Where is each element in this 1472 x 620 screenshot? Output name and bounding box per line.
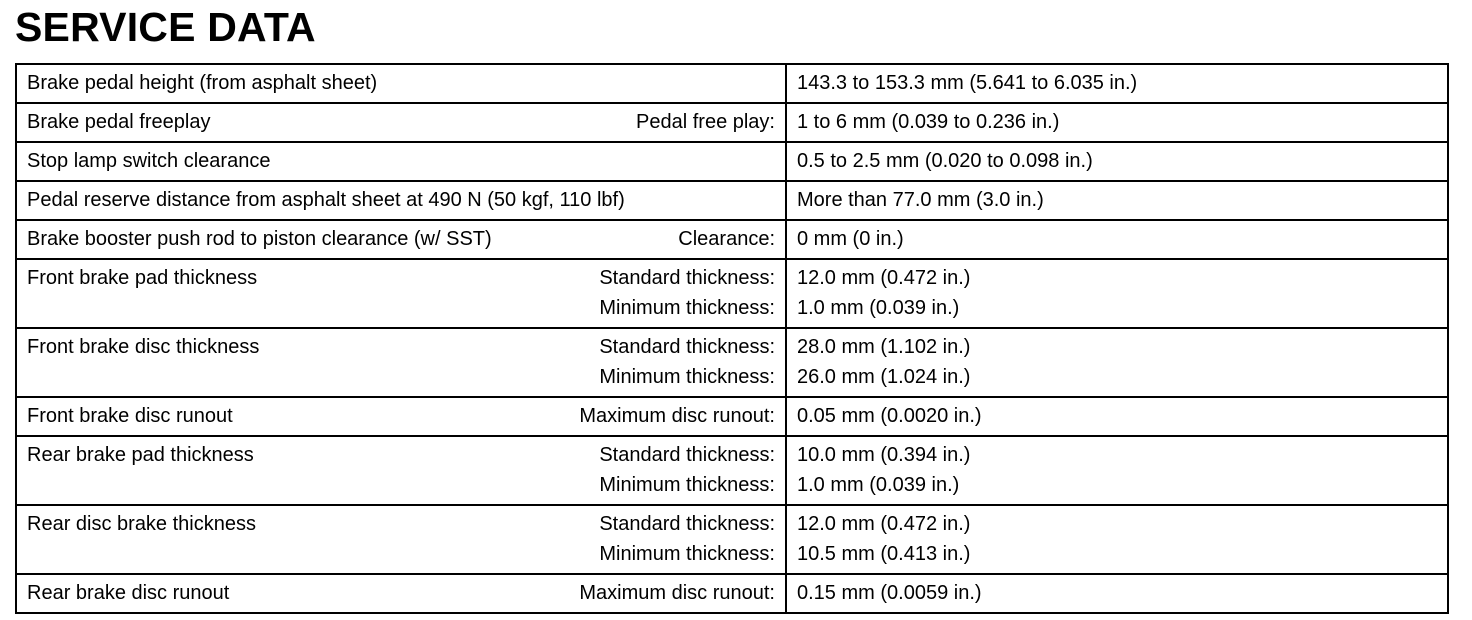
page-title: SERVICE DATA [15, 4, 316, 50]
service-data-table [15, 63, 1449, 614]
spec-value: 10.5 mm (0.413 in.) [797, 543, 971, 565]
item-cell-content [17, 143, 785, 180]
item-cell [16, 181, 786, 220]
value-cell-content [787, 329, 1447, 396]
item-cell-content [17, 182, 785, 219]
value-cell-content [787, 260, 1447, 327]
spec-value: 0.5 to 2.5 mm (0.020 to 0.098 in.) [797, 150, 1093, 172]
item-cell-content [17, 437, 785, 504]
sub-label: Standard thickness: [599, 444, 775, 466]
sub-label: Standard thickness: [599, 513, 775, 535]
item-cell-content [17, 65, 785, 102]
sub-label: Clearance: [678, 228, 775, 250]
item-cell [16, 397, 786, 436]
item-cell [16, 505, 786, 574]
spec-value: 0.05 mm (0.0020 in.) [797, 405, 982, 427]
value-cell [786, 574, 1448, 613]
sub-labels [666, 224, 775, 254]
item-cell-content [17, 221, 785, 258]
item-cell [16, 436, 786, 505]
item-cell-content [17, 104, 785, 141]
table-row [16, 574, 1448, 613]
sub-labels [624, 107, 775, 137]
spec-value: 0.15 mm (0.0059 in.) [797, 582, 982, 604]
item-cell-content [17, 329, 785, 396]
sub-label: Maximum disc runout: [579, 405, 775, 427]
item-cell-content [17, 260, 785, 327]
sub-label: Standard thickness: [599, 336, 775, 358]
table-row [16, 505, 1448, 574]
value-cell-content [787, 575, 1447, 612]
sub-labels [587, 263, 775, 323]
value-cell [786, 259, 1448, 328]
item-name: Brake booster push rod to piston clearance (w/ SST) [27, 228, 492, 250]
table-row [16, 328, 1448, 397]
spec-value: More than 77.0 mm (3.0 in.) [797, 189, 1044, 211]
value-cell-content [787, 398, 1447, 435]
value-cell [786, 436, 1448, 505]
table-row [16, 181, 1448, 220]
item-cell [16, 142, 786, 181]
sub-label: Minimum thickness: [599, 474, 775, 496]
table-row [16, 220, 1448, 259]
value-cell-content [787, 65, 1447, 102]
sub-labels [567, 578, 775, 608]
item-name: Rear brake pad thickness [27, 444, 254, 466]
item-name: Rear brake disc runout [27, 582, 230, 604]
spec-value: 0 mm (0 in.) [797, 228, 904, 250]
item-name: Stop lamp switch clearance [27, 150, 271, 172]
sub-label: Maximum disc runout: [579, 582, 775, 604]
spec-value: 28.0 mm (1.102 in.) [797, 336, 971, 358]
item-name: Front brake disc runout [27, 405, 233, 427]
table-row [16, 436, 1448, 505]
item-name: Brake pedal freeplay [27, 111, 211, 133]
spec-value: 1 to 6 mm (0.039 to 0.236 in.) [797, 111, 1060, 133]
spec-value: 1.0 mm (0.039 in.) [797, 297, 960, 319]
spec-value: 12.0 mm (0.472 in.) [797, 513, 971, 535]
item-name: Brake pedal height (from asphalt sheet) [27, 72, 378, 94]
spec-value: 143.3 to 153.3 mm (5.641 to 6.035 in.) [797, 72, 1138, 94]
item-cell [16, 574, 786, 613]
value-cell [786, 505, 1448, 574]
sub-label: Standard thickness: [599, 267, 775, 289]
sub-label: Minimum thickness: [599, 297, 775, 319]
item-name: Rear disc brake thickness [27, 513, 256, 535]
item-name: Pedal reserve distance from asphalt sheet at 490 N (50 kgf, 110 lbf) [27, 189, 625, 211]
spec-value: 1.0 mm (0.039 in.) [797, 474, 960, 496]
value-cell [786, 142, 1448, 181]
value-cell-content [787, 437, 1447, 504]
value-cell [786, 181, 1448, 220]
spec-value: 10.0 mm (0.394 in.) [797, 444, 971, 466]
value-cell-content [787, 506, 1447, 573]
value-cell-content [787, 221, 1447, 258]
value-cell [786, 328, 1448, 397]
sub-label: Minimum thickness: [599, 366, 775, 388]
sub-label: Pedal free play: [636, 111, 775, 133]
value-cell [786, 397, 1448, 436]
sub-labels [567, 401, 775, 431]
table-row [16, 64, 1448, 103]
item-cell-content [17, 398, 785, 435]
value-cell-content [787, 182, 1447, 219]
table-row [16, 397, 1448, 436]
item-cell-content [17, 575, 785, 612]
item-cell [16, 259, 786, 328]
item-cell [16, 64, 786, 103]
item-cell-content [17, 506, 785, 573]
sub-labels [587, 440, 775, 500]
table-row [16, 259, 1448, 328]
spec-value: 26.0 mm (1.024 in.) [797, 366, 971, 388]
value-cell [786, 103, 1448, 142]
sub-label: Minimum thickness: [599, 543, 775, 565]
item-cell [16, 328, 786, 397]
table-row [16, 142, 1448, 181]
value-cell [786, 64, 1448, 103]
item-cell [16, 220, 786, 259]
sub-labels [587, 332, 775, 392]
value-cell-content [787, 143, 1447, 180]
item-name: Front brake disc thickness [27, 336, 260, 358]
service-data-table-body [16, 64, 1448, 613]
value-cell [786, 220, 1448, 259]
table-row [16, 103, 1448, 142]
item-name: Front brake pad thickness [27, 267, 258, 289]
value-cell-content [787, 104, 1447, 141]
spec-value: 12.0 mm (0.472 in.) [797, 267, 971, 289]
sub-labels [587, 509, 775, 569]
item-cell [16, 103, 786, 142]
